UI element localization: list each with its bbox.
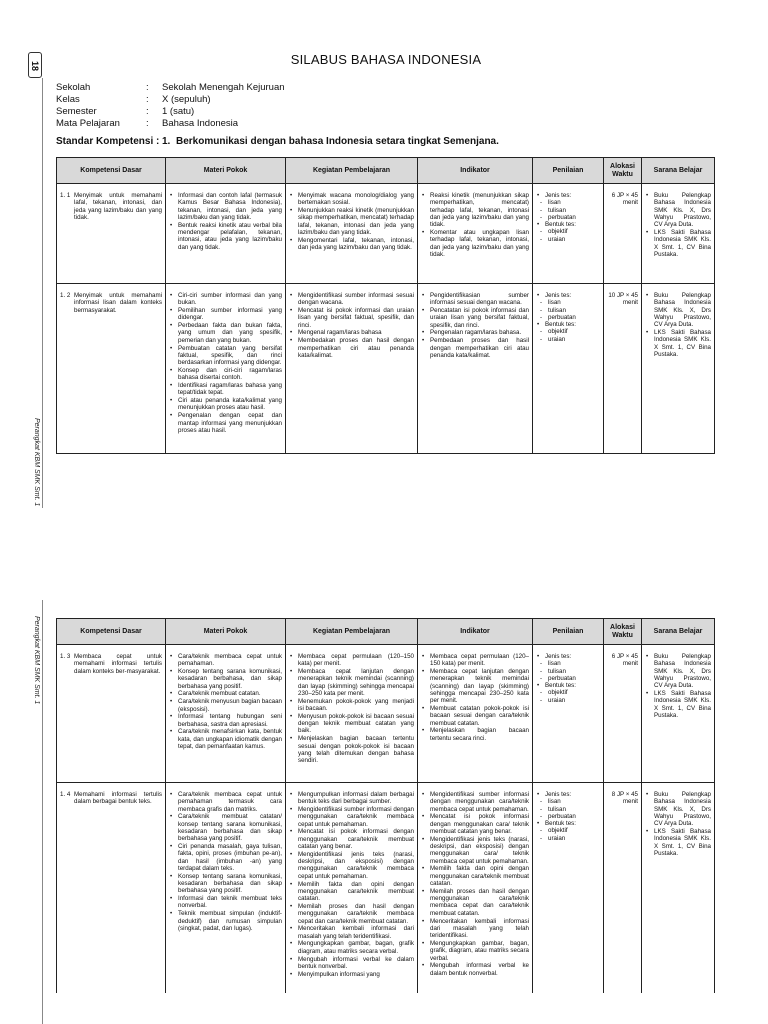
meta-row: Kelas : X (sepuluh) xyxy=(56,94,211,105)
list-item: • Memilah proses dan hasil dengan menggunakan cara/teknik membaca cepat dan cara/teknik membuat catatan. xyxy=(289,903,414,925)
kegiatan-list xyxy=(289,791,414,978)
penilaian-item: • Jenis tes: xyxy=(536,653,600,660)
list-item: • Menceritakan kembali informasi dari masalah yang telah teridentifikasi. xyxy=(289,925,414,940)
list-item: • Cara/teknik membaca cepat untuk pemahaman termasuk cara membaca grafis dan matriks. xyxy=(169,791,282,813)
list-item: • Mencatat isi pokok informasi dengan menggunakan cara/ teknik membuat catatan yang benar. xyxy=(421,813,529,835)
list-item: • Konsep tentang sarana komunikasi, kesadaran berbahasa dan sikap berbahasa yang positif. xyxy=(169,873,282,895)
penilaian-item: - lisan xyxy=(536,660,600,667)
column-header: Kompetensi Dasar xyxy=(57,619,166,645)
list-item: • Pembuatan catatan yang bersifat faktual, spesifik, dan rinci berdasarkan informasi yang didengar. xyxy=(169,345,282,367)
penilaian-list xyxy=(536,292,600,343)
penilaian-item: • Bentuk tes: xyxy=(536,221,600,228)
column-header: Materi Pokok xyxy=(166,158,286,184)
indikator-list xyxy=(421,192,529,258)
list-item: • Pembedaan proses dan hasil dengan memperhatikan ciri atau penanda kata/kalimat. xyxy=(421,337,529,359)
kompetensi-dasar xyxy=(60,791,162,806)
list-item: • Pengenalan dengan cepat dan mantap informasi yang menunjukkan proses atau hasil. xyxy=(169,412,282,434)
penilaian-item: - tulisan xyxy=(536,307,600,314)
kd-number: 1. 3 xyxy=(60,653,71,660)
list-item: • Membaca cepat lanjutan dengan menerapkan teknik memindai (scanning) dan layap (skimming) sehingga mencapai 230–250 kata per menit. xyxy=(421,668,529,704)
list-item: • Ciri atau penanda kata/kalimat yang menunjukkan proses atau hasil. xyxy=(169,397,282,412)
silabus-table-top xyxy=(56,157,715,454)
list-item: • Memilih fakta dan opini dengan menggunakan cara/teknik membuat catatan. xyxy=(289,881,414,903)
sarana-list xyxy=(645,292,711,358)
list-item: • Menyimak wacana monolog/dialog yang bertemakan sosial. xyxy=(289,192,414,207)
kd-number: 1. 1 xyxy=(60,192,71,199)
list-item: • LKS Sakti Bahasa Indonesia SMK Kls. X Smt. 1, CV Bina Pustaka. xyxy=(645,828,711,857)
list-item: • Menceritakan kembali informasi dari masalah yang telah teridentifikasi. xyxy=(421,918,529,940)
list-item: • Membuat catatan pokok-pokok isi bacaan sesuai dengan cara/teknik membuat catatan. xyxy=(421,705,529,727)
column-header: Indikator xyxy=(418,158,533,184)
kd-text: Memahami informasi tertulis dalam berbagai bentuk teks. xyxy=(74,791,162,806)
meta-block xyxy=(56,82,285,130)
column-header: Materi Pokok xyxy=(166,619,286,645)
cell-penilaian xyxy=(533,783,604,993)
list-item: • Menjelaskan bagian bacaan tertentu sesuai dengan pokok-pokok isi bacaan yang telah ditemukan dengan bahasa sendiri. xyxy=(289,735,414,764)
list-item: • Bentuk reaksi kinetik atau verbal bila mendengar pelafalan, tekanan, intonasi, atau jeda yang lazim/baku dan yang tidak. xyxy=(169,222,282,251)
cell-indikator xyxy=(418,184,533,284)
list-item: • Pencatatan isi pokok informasi dan uraian lisan yang bersifat faktual, spesifik, dan rinci. xyxy=(421,307,529,329)
kd-text: Menyimak untuk memahami informasi lisan dalam konteks bermasyarakat. xyxy=(74,292,162,314)
column-header: Kegiatan Pembelajaran xyxy=(286,158,418,184)
list-item: • Cara/teknik menafsirkan kata, bentuk kata, dan ungkapan idiomatik dengan tepat, dan pemanfaatan kamus. xyxy=(169,728,282,750)
cell-materi-pokok xyxy=(166,645,286,783)
cell-kegiatan xyxy=(286,783,418,993)
column-header: Sarana Belajar xyxy=(642,619,715,645)
list-item: • Memilah proses dan hasil dengan menggunakan cara/teknik membaca cepat dan cara/teknik membuat catatan. xyxy=(421,888,529,917)
penilaian-item: • Bentuk tes: xyxy=(536,321,600,328)
list-item: • Informasi dan contoh lafal (termasuk Kamus Besar Bahasa Indonesia), tekanan, intonasi, dan jeda yang lazim/baku dan yang tidak. xyxy=(169,192,282,221)
list-item: • Konsep dan ciri-ciri ragam/laras bahasa disertai contoh. xyxy=(169,367,282,382)
penilaian-item: - objektif xyxy=(536,328,600,335)
cell-indikator xyxy=(418,284,533,454)
penilaian-item: - lisan xyxy=(536,798,600,805)
kd-number: 1. 2 xyxy=(60,292,71,299)
materi-list xyxy=(169,192,282,251)
kd-text: Menyimak untuk memahami lafal, tekanan, intonasi, dan jeda yang lazim/baku dan yang tidak. xyxy=(74,192,162,221)
materi-list xyxy=(169,791,282,932)
side-rail-bottom xyxy=(42,600,43,1024)
cell-sarana xyxy=(642,284,715,454)
list-item: • Buku Pelengkap Bahasa Indonesia SMK Kls. X, Drs Wahyu Prastowo, CV Arya Duta. xyxy=(645,292,711,328)
cell-penilaian xyxy=(533,184,604,284)
list-item: • Konsep tentang sarana komunikasi, kesadaran berbahasa, dan sikap berbahasa yang positif. xyxy=(169,668,282,690)
list-item: • Mengungkapkan gambar, bagan, grafik diagram, atau matriks secara verbal. xyxy=(289,940,414,955)
list-item: • LKS Sakti Bahasa Indonesia SMK Kls. X Smt. 1, CV Bina Pustaka. xyxy=(645,329,711,358)
list-item: • Cara/teknik membuat catatan. xyxy=(169,690,282,697)
indikator-list xyxy=(421,292,529,359)
cell-kompetensi-dasar xyxy=(57,284,166,454)
kd-number: 1. 4 xyxy=(60,791,71,798)
list-item: • Mencatat isi pokok informasi dengan menggunakan cara/teknik membuat catatan yang benar. xyxy=(289,828,414,850)
indikator-list xyxy=(421,791,529,977)
cell-penilaian xyxy=(533,645,604,783)
kegiatan-list xyxy=(289,192,414,251)
list-item: • Memilih fakta dan opini dengan menggunakan cara/teknik membuat catatan. xyxy=(421,865,529,887)
side-label-top: Perangkat KBM SMK Smt. 1 xyxy=(33,418,40,507)
list-item: • Cara/teknik menyusun bagian bacaan (eksposisi). xyxy=(169,698,282,713)
cell-kegiatan xyxy=(286,645,418,783)
list-item: • Identifikasi ragam/laras bahasa yang tepat/tidak tepat. xyxy=(169,382,282,397)
penilaian-item: - objektif xyxy=(536,827,600,834)
kegiatan-list xyxy=(289,292,414,359)
column-header: Kompetensi Dasar xyxy=(57,158,166,184)
list-item: • Menunjukkan reaksi kinetik (menunjukkan sikap memperhatikan, mencatat) terhadap lafal, tekanan, intonasi dan jeda yang lazim/baku dan yang tidak. xyxy=(289,207,414,236)
list-item: • Menyimpulkan informasi yang xyxy=(289,971,414,978)
penilaian-item: - perbuatan xyxy=(536,813,600,820)
list-item: • Mengungkapkan gambar, bagan, grafik, diagram, atau matriks secara verbal. xyxy=(421,940,529,962)
list-item: • Informasi tentang hubungan seni berbahasa, sastra dan apresiasi. xyxy=(169,713,282,728)
penilaian-item: • Jenis tes: xyxy=(536,791,600,798)
list-item: • Mengidentifikasi sumber informasi dengan menggunakan cara/teknik membaca cepat untuk pemahaman. xyxy=(421,791,529,813)
list-item: • Cara/teknik membuat catatan/ konsep tentang sarana komunikasi, kesadaran berbahasa dan sikap berbahasa yang positif. xyxy=(169,813,282,842)
list-item: • Teknik membuat simpulan (induktif-deduktif) dan rumusan simpulan (singkat, padat, dan lugas). xyxy=(169,910,282,932)
column-header: Kegiatan Pembelajaran xyxy=(286,619,418,645)
cell-sarana xyxy=(642,184,715,284)
penilaian-item: - lisan xyxy=(536,299,600,306)
penilaian-list xyxy=(536,791,600,842)
cell-kompetensi-dasar xyxy=(57,783,166,993)
table-row xyxy=(57,783,715,993)
indikator-list xyxy=(421,653,529,742)
column-header: Penilaian xyxy=(533,158,604,184)
list-item: • Mengidentifikasi jenis teks (narasi, deskripsi, dan eksposisi) dengan menggunakan cara/teknik membaca cepat untuk pemahaman. xyxy=(289,851,414,880)
penilaian-item: - uraian xyxy=(536,336,600,343)
list-item: • Menjelaskan bagian bacaan tertentu secara rinci. xyxy=(421,727,529,742)
penilaian-item: - perbuatan xyxy=(536,214,600,221)
list-item: • Mengomentari lafal, tekanan, intonasi, dan jeda yang lazim/baku dan yang tidak. xyxy=(289,237,414,252)
standar-kompetensi: Standar Kompetensi : 1. Berkomunikasi dengan bahasa Indonesia setara tingkat Semenjana. xyxy=(56,136,499,147)
table-row xyxy=(57,284,715,454)
cell-kompetensi-dasar xyxy=(57,184,166,284)
column-header: Indikator xyxy=(418,619,533,645)
penilaian-item: • Bentuk tes: xyxy=(536,820,600,827)
materi-list xyxy=(169,292,282,434)
penilaian-item: • Bentuk tes: xyxy=(536,682,600,689)
kegiatan-list xyxy=(289,653,414,764)
list-item: • Pemilihan sumber informasi yang didengar. xyxy=(169,307,282,322)
cell-materi-pokok xyxy=(166,184,286,284)
list-item: • Mencatat isi pokok informasi dan uraian lisan yang bersifat faktual, spesifik, dan rinci. xyxy=(289,307,414,329)
list-item: • Menyusun pokok-pokok isi bacaan sesuai dengan teknik membuat catatan yang baik. xyxy=(289,713,414,735)
list-item: • LKS Sakti Bahasa Indonesia SMK Kls. X Smt. 1, CV Bina Pustaka. xyxy=(645,690,711,719)
cell-materi-pokok xyxy=(166,783,286,993)
sarana-list xyxy=(645,653,711,719)
cell-sarana xyxy=(642,645,715,783)
kd-text: Membaca cepat untuk memahami informasi tertulis dalam konteks ber-masyarakat. xyxy=(74,653,162,675)
table-row xyxy=(57,645,715,783)
list-item: • Buku Pelengkap Bahasa Indonesia SMK Kls. X, Drs Wahyu Prastowo, CV Arya Duta. xyxy=(645,192,711,228)
cell-penilaian xyxy=(533,284,604,454)
cell-indikator xyxy=(418,783,533,993)
silabus-table-bottom xyxy=(56,618,715,993)
penilaian-item: - uraian xyxy=(536,697,600,704)
list-item: • Ciri penanda masalah, gaya tulisan, fakta, opini, proses (imbuhan pe-an), dan hasil (imbuhan -an) yang terdapat dalam teks. xyxy=(169,843,282,872)
list-item: • Buku Pelengkap Bahasa Indonesia SMK Kls. X, Drs Wahyu Prastowo, CV Arya Duta. xyxy=(645,791,711,827)
column-header: Alokasi Waktu xyxy=(604,619,642,645)
penilaian-item: - uraian xyxy=(536,236,600,243)
meta-row: Semester : 1 (satu) xyxy=(56,106,195,117)
penilaian-item: • Jenis tes: xyxy=(536,292,600,299)
cell-kegiatan xyxy=(286,284,418,454)
penilaian-item: - tulisan xyxy=(536,207,600,214)
list-item: • LKS Sakti Bahasa Indonesia SMK Kls. X Smt. 1, CV Bina Pustaka. xyxy=(645,229,711,258)
penilaian-item: - lisan xyxy=(536,199,600,206)
list-item: • Membaca cepat permulaan (120–150 kata) per menit. xyxy=(289,653,414,668)
list-item: • Membedakan proses dan hasil dengan memperhatikan ciri atau penanda kata/kalimat. xyxy=(289,337,414,359)
cell-alokasi-waktu: 6 JP × 45 menit xyxy=(604,645,642,783)
penilaian-item: - perbuatan xyxy=(536,314,600,321)
cell-kegiatan xyxy=(286,184,418,284)
table-row xyxy=(57,184,715,284)
list-item: • Mengubah informasi verbal ke dalam bentuk nonverbal. xyxy=(289,956,414,971)
cell-indikator xyxy=(418,645,533,783)
cell-alokasi-waktu: 8 JP × 45 menit xyxy=(604,783,642,993)
list-item: • Mengumpulkan informasi dalam berbagai bentuk teks dari berbagai sumber. xyxy=(289,791,414,806)
cell-kompetensi-dasar xyxy=(57,645,166,783)
kompetensi-dasar xyxy=(60,292,162,314)
list-item: • Menemukan pokok-pokok yang menjadi isi bacaan. xyxy=(289,698,414,713)
list-item: • Membaca cepat permulaan (120–150 kata) per menit. xyxy=(421,653,529,668)
cell-alokasi-waktu: 10 JP × 45 menit xyxy=(604,284,642,454)
list-item: • Mengubah informasi verbal ke dalam bentuk nonverbal. xyxy=(421,962,529,977)
penilaian-item: - tulisan xyxy=(536,806,600,813)
cell-sarana xyxy=(642,783,715,993)
list-item: • Mengidentifikasi jenis teks (narasi, deskripsi, dan eksposisi) dengan menggunakan cara/ teknik membaca cepat untuk pemahaman. xyxy=(421,836,529,865)
penilaian-item: - tulisan xyxy=(536,668,600,675)
list-item: • Mengidentifikasi sumber informasi dengan menggunakan cara/teknik membaca cepat untuk pemahaman. xyxy=(289,806,414,828)
column-header: Sarana Belajar xyxy=(642,158,715,184)
cell-materi-pokok xyxy=(166,284,286,454)
materi-list xyxy=(169,653,282,750)
list-item: • Ciri-ciri sumber informasi dan yang bukan. xyxy=(169,292,282,307)
list-item: • Informasi dan teknik membuat teks nonverbal. xyxy=(169,895,282,910)
kompetensi-dasar xyxy=(60,192,162,221)
list-item: • Komentar atau ungkapan lisan terhadap lafal, tekanan, intonasi, dan jeda yang lazim/baku dan yang tidak. xyxy=(421,229,529,258)
penilaian-item: - uraian xyxy=(536,835,600,842)
list-item: • Perbedaan fakta dan bukan fakta, yang umum dan yang spesifik, pemerian dan yang bukan. xyxy=(169,322,282,344)
page-number: 18 xyxy=(28,52,42,78)
list-item: • Reaksi kinetik (menunjukkan sikap memperhatikan, mencatat) terhadap lafal, tekanan, intonasi dan jeda yang lazim/baku dan yang tidak. xyxy=(421,192,529,228)
penilaian-list xyxy=(536,653,600,704)
meta-row: Mata Pelajaran : Bahasa Indonesia xyxy=(56,118,239,129)
list-item: • Membaca cepat lanjutan dengan menerapkan teknik memindai (scanning) dan layap (skimming) sehingga mencapai 230–250 kata per menit. xyxy=(289,668,414,697)
sarana-list xyxy=(645,192,711,258)
sarana-list xyxy=(645,791,711,857)
list-item: • Pengenalan ragam/laras bahasa. xyxy=(421,329,529,336)
penilaian-item: - objektif xyxy=(536,689,600,696)
column-header: Alokasi Waktu xyxy=(604,158,642,184)
side-label-bottom: Perangkat KBM SMK Smt. 1 xyxy=(33,616,40,705)
penilaian-list xyxy=(536,192,600,243)
penilaian-item: - perbuatan xyxy=(536,675,600,682)
meta-row: Sekolah : Sekolah Menengah Kejuruan xyxy=(56,82,285,93)
page-title: SILABUS BAHASA INDONESIA xyxy=(290,52,482,67)
cell-alokasi-waktu: 6 JP × 45 menit xyxy=(604,184,642,284)
column-header: Penilaian xyxy=(533,619,604,645)
header-row xyxy=(57,158,715,184)
kompetensi-dasar xyxy=(60,653,162,675)
list-item: • Cara/teknik membaca cepat untuk pemahaman. xyxy=(169,653,282,668)
penilaian-item: - objektif xyxy=(536,228,600,235)
list-item: • Pengidentifikasian sumber informasi sesuai dengan wacana. xyxy=(421,292,529,307)
list-item: • Mengenal ragam/laras bahasa xyxy=(289,329,414,336)
penilaian-item: • Jenis tes: xyxy=(536,192,600,199)
list-item: • Buku Pelengkap Bahasa Indonesia SMK Kls. X, Drs Wahyu Prastowo, CV Arya Duta. xyxy=(645,653,711,689)
side-rail-top xyxy=(42,78,43,508)
list-item: • Mengidentifikasi sumber informasi sesuai dengan wacana. xyxy=(289,292,414,307)
header-row xyxy=(57,619,715,645)
